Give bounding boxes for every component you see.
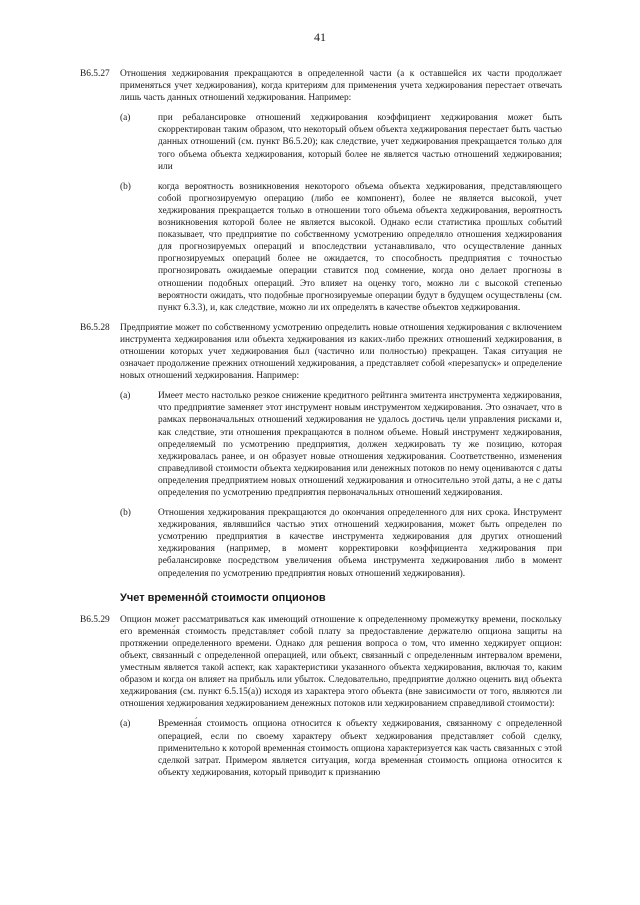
paragraph-body <box>120 322 562 580</box>
list-item <box>120 390 562 499</box>
paragraph-number: B6.5.28 <box>80 322 110 333</box>
list-item-label: (a) <box>120 113 131 124</box>
paragraph-body <box>120 68 562 314</box>
paragraph-number: B6.5.27 <box>80 69 110 79</box>
paragraph-text: Предприятие может по собственному усмотрению определить новые отношения хеджирования с включением инструмента хеджирования или объекта хеджирования из каких-либо прежних отношений хеджирования, в отношении которых учет хеджирования был (частично или полностью) прекращен. Такая ситуация не означает продолжение прежних отношений хеджирования, а представляет собой «перезапуск» и определение новых отношений хеджирования. Например: <box>120 322 562 382</box>
list-item-text: Имеет место настолько резкое снижение кредитного рейтинга эмитента инструмента хеджирования, что предприятие заменяет этот инструмент новым инструментом хеджирования. Это означает, что в рамках первоначальных отношений хеджирования не удалось достичь цели управления рисками и, как следствие, эти отношения прекращаются в полном объеме. Новый инструмент хеджирования, определяемый по усмотрению предприятия, должен хеджировать ту же позицию, которая хеджировалась ранее, и он образует новые отношения хеджирования. Соответственно, изменения справедливой стоимости объекта хеджирования или денежных потоков по нему оцениваются с даты определения предприятием новых отношений хеджирования и относительно этой даты, а не с даты определения по усмотрению предприятия первоначальных отношений хеджирования. <box>158 391 562 498</box>
list-item-label: (a) <box>120 391 131 402</box>
list-item-label: (b) <box>120 181 131 192</box>
list-item <box>120 507 562 580</box>
list-item <box>120 718 562 778</box>
paragraph-text: Опцион может рассматриваться как имеющий отношение к определенному промежутку времени, поскольку его временна́я стоимость представляет собой плату за предоставление держателю опциона защиты на протяжении определенного времени. Однако для решения вопроса о том, что именно хеджирует опцион: объект, связанный с определенной операцией, или объект, связанный с определенным интервалом времени, уместным является такой аспект, как характеристики указанного объекта хеджирования, включая то, каким образом и когда он влияет на прибыль или убыток. Следовательно, предприятие должно оценить вид объекта хеджирования (см. пункт 6.5.15(a)) исходя из характера этого объекта (вне зависимости от того, являются ли отношения хеджирования хеджированием денежных потоков или хеджированием справедливой стоимости): <box>120 614 562 710</box>
list-item-text: когда вероятность возникновения некоторого объема объекта хеджирования, представляющего собой прогнозируемую операцию (либо ее компонент), более не является высокой, учет хеджирования прекращается только в отношении того объема объекта хеджирования, вероятность возникновения которой более не является высокой. Однако если статистика прошлых событий показывает, что предприятие по собственному усмотрению определяло отношения хеджирования для прогнозируемых операций и впоследствии устанавливало, что осуществление данных прогнозируемых операций более не ожидается, то способность предприятия с точностью прогнозировать ожидаемые операции ставится под сомнение, когда оно делает прогнозы в отношении подобных операций. Это влияет на оценку того, можно ли с высокой степенью вероятности ожидать, что подобные прогнозируемые операции будут в будущем осуществлены (см. пункт 6.3.3), и, как следствие, можно ли их определять в качестве объектов хеджирования. <box>158 181 562 313</box>
page-number: 41 <box>314 30 326 44</box>
list-item-text: при ребалансировке отношений хеджирования коэффициент хеджирования может быть скорректирован таким образом, что некоторый объем объекта хеджирования перестает быть частью данных отношений (см. пункт B6.5.20); как следствие, учет хеджирования прекращается только для того объема объекта хеджирования, который более не является частью отношений хеджирования; или <box>158 113 562 172</box>
document-body <box>80 68 562 787</box>
list-item-label: (b) <box>120 508 131 519</box>
paragraph-text: Отношения хеджирования прекращаются в определенной части (а к оставшейся их части продолжает применяться учет хеджирования), когда критериям для применения учета хеджирования перестает отвечать лишь часть данных отношений хеджирования. Например: <box>120 69 562 104</box>
section-heading: Учет временно́й стоимости опционов <box>120 591 326 604</box>
paragraph-body <box>120 614 562 779</box>
list-item <box>120 181 562 314</box>
list-item-text: Временна́я стоимость опциона относится к объекту хеджирования, связанному с определенной операцией, если по своему характеру объект хеджирования представляет собой сделку, применительно к которой временна́я стоимость опциона характеризуется как часть связанных с этой сделкой затрат. Примером является ситуация, когда временна́я стоимость опциона относится к объекту хеджирования, который приводит к признанию <box>158 719 562 778</box>
paragraph-b6-5-29 <box>80 614 562 779</box>
paragraph-b6-5-28 <box>80 322 562 580</box>
list-item-text: Отношения хеджирования прекращаются до окончания определенного для них срока. Инструмент хеджирования, являвшийся частью этих отношений хеджирования, может быть определен по усмотрению предприятия в качестве инструмента хеджирования для других отношений хеджирования (например, в момент корректировки коэффициента хеджирования при ребалансировке посредством увеличения объема инструмента хеджирования либо в момент определения по усмотрению предприятия новых отношений хеджирования). <box>158 508 562 579</box>
paragraph-b6-5-27 <box>80 68 562 314</box>
paragraph-number: B6.5.29 <box>80 614 110 625</box>
list-item <box>120 112 562 172</box>
list-item-label: (a) <box>120 719 131 730</box>
